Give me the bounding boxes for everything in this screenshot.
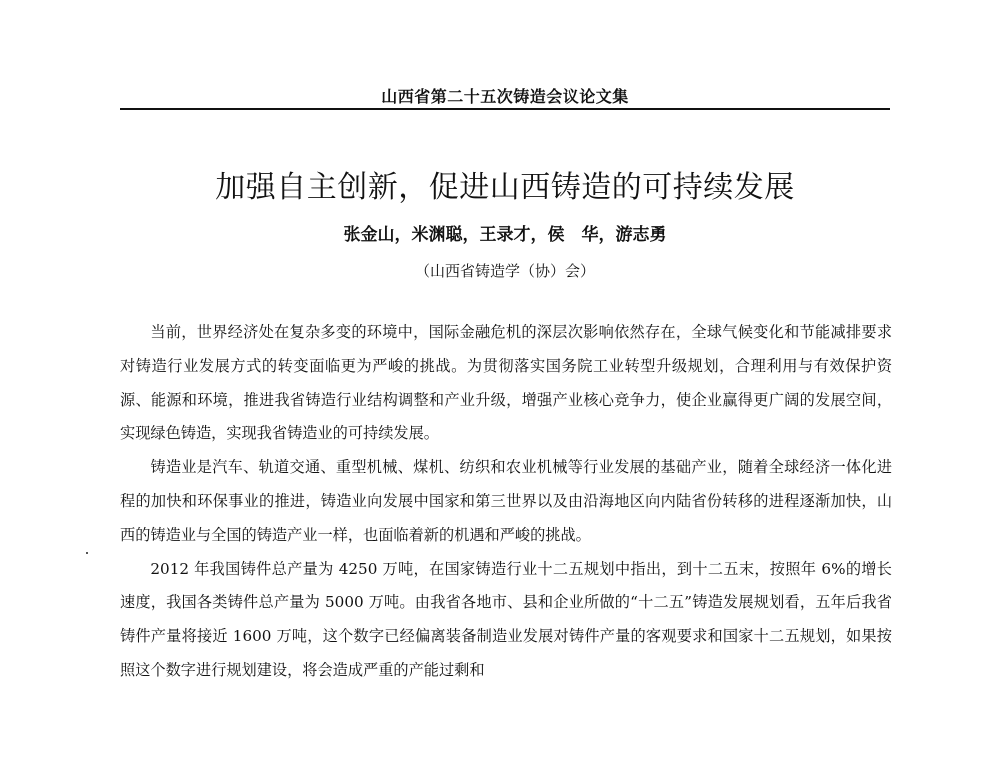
body-text bbox=[120, 316, 892, 688]
author-list: 张金山，米渊聪，王录才，侯 华，游志勇 bbox=[343, 225, 667, 245]
paragraph-2: 铸造业是汽车、轨道交通、重型机械、煤机、纺织和农业机械等行业发展的基础产业，随着全球经济一体化进程的加快和环保事业的推进，铸造业向发展中国家和第三世界以及由沿海地区向内陆省份转移的进程逐渐加快，山西的铸造业与全国的铸造产业一样，也面临着新的机遇和严峻的挑战。 bbox=[120, 458, 892, 544]
scan-speck bbox=[86, 552, 88, 554]
running-header: 山西省第二十五次铸造会议论文集 bbox=[381, 87, 629, 106]
paragraph-3: 2012 年我国铸件总产量为 4250 万吨，在国家铸造行业十二五规划中指出，到十二五末，按照年 6%的增长速度，我国各类铸件总产量为 5000 万吨。由我省各地市、县和企业所做的“十二五”铸造发展规划看，五年后我省铸件产量将接近 1600 万吨，这个数字已经偏离装备制造业发展对铸件产量的客观要求和国家十二五规划，如果按照这个数字进行规划建设，将会造成严重的产能过剩和 bbox=[120, 559, 892, 679]
paragraph-1: 当前，世界经济处在复杂多变的环境中，国际金融危机的深层次影响依然存在，全球气候变化和节能减排要求对铸造行业发展方式的转变面临更为严峻的挑战。为贯彻落实国务院工业转型升级规划，合理利用与有效保护资源、能源和环境，推进我省铸造行业结构调整和产业升级，增强产业核心竞争力，使企业赢得更广阔的发展空间，实现绿色铸造，实现我省铸造业的可持续发展。 bbox=[120, 323, 892, 443]
affiliation: （山西省铸造学（协）会） bbox=[414, 262, 595, 280]
paper-title: 加强自主创新，促进山西铸造的可持续发展 bbox=[215, 170, 795, 206]
header-rule bbox=[120, 108, 890, 110]
